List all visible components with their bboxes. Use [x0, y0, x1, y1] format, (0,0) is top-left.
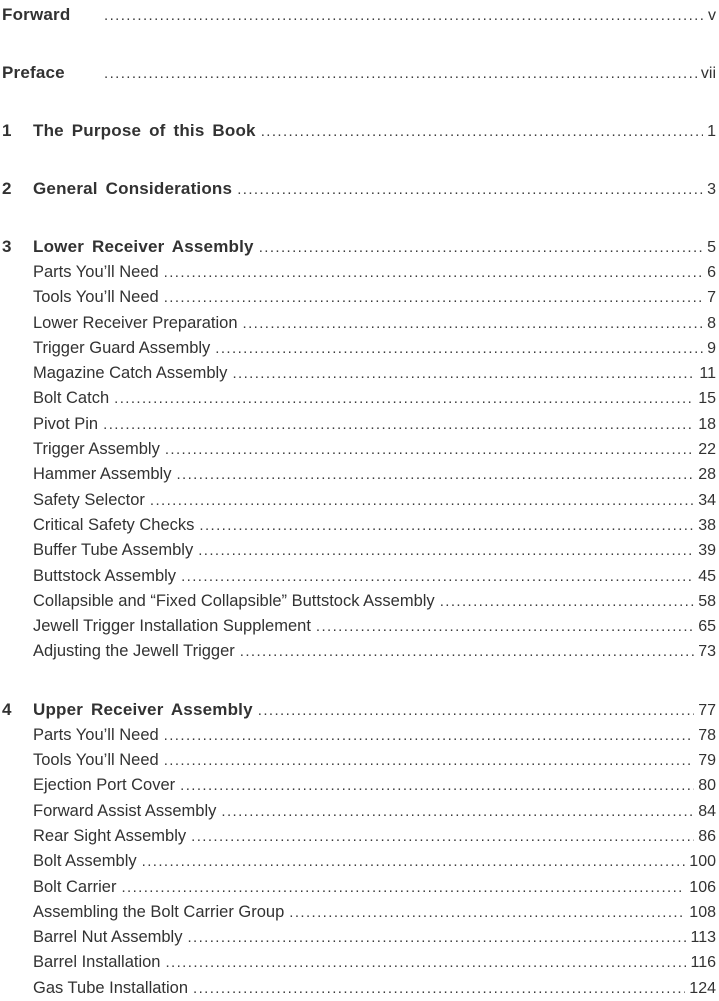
dot-leader [181, 564, 694, 589]
dot-leader [121, 875, 685, 900]
section-page-number: 58 [698, 592, 716, 610]
section-page-number: 116 [690, 954, 716, 972]
table-of-contents-page [2, 2, 716, 1001]
toc-entry-title: Forward [2, 5, 71, 24]
toc-entry-page-number: v [708, 7, 716, 24]
section-page-number: 39 [698, 542, 716, 560]
section-title: Hammer Assembly [33, 465, 172, 484]
section-title: Rear Sight Assembly [33, 826, 187, 845]
toc-section-entry [33, 614, 716, 639]
chapter-number: 2 [2, 179, 12, 198]
section-title: Adjusting the Jewell Trigger [33, 642, 235, 661]
toc-section-entry [33, 462, 716, 487]
dot-leader [215, 336, 703, 361]
toc-section-entry [33, 748, 716, 773]
section-title: Collapsible and “Fixed Collapsible” Buttstock Assembly [33, 591, 435, 610]
chapter-page-number: 77 [698, 701, 716, 719]
dot-leader [289, 900, 685, 925]
dot-leader [258, 698, 694, 723]
section-page-number: 9 [707, 339, 716, 357]
section-title: Buttstock Assembly [33, 566, 177, 585]
section-title: Barrel Nut Assembly [33, 928, 183, 947]
toc-section-entry [33, 639, 716, 664]
chapter-page-number: 1 [707, 123, 716, 140]
toc-section-entry [33, 824, 716, 849]
chapter-page-number: 5 [707, 239, 716, 256]
section-title: Barrel Installation [33, 953, 161, 972]
dot-leader [193, 976, 685, 1001]
toc-section-entry [33, 875, 716, 900]
section-page-number: 73 [698, 643, 716, 661]
chapter-number: 4 [2, 699, 12, 719]
section-title: Magazine Catch Assembly [33, 364, 228, 383]
dot-leader [199, 513, 694, 538]
dot-leader [232, 361, 695, 386]
chapter-section-list [33, 260, 716, 665]
section-page-number: 113 [690, 929, 716, 947]
toc-section-entry [33, 437, 716, 462]
toc-section-entry [33, 849, 716, 874]
section-title: Buffer Tube Assembly [33, 541, 194, 560]
dot-leader [164, 260, 703, 285]
section-title: Critical Safety Checks [33, 515, 195, 534]
section-page-number: 106 [689, 878, 716, 896]
dot-leader [237, 177, 703, 202]
section-page-number: 11 [699, 365, 716, 383]
dot-leader [165, 950, 686, 975]
dot-leader [198, 538, 694, 563]
toc-section-entry [33, 773, 716, 798]
section-title: Jewell Trigger Installation Supplement [33, 617, 311, 636]
toc-section-entry [33, 589, 716, 614]
dot-leader [150, 488, 694, 513]
chapter-section-list [33, 723, 716, 1001]
toc-section-entry [33, 361, 716, 386]
section-page-number: 79 [698, 752, 716, 770]
toc-chapter-heading [2, 697, 716, 723]
toc-chapter-1 [2, 118, 716, 144]
section-page-number: 22 [698, 441, 716, 459]
toc-section-entry [33, 900, 716, 925]
dot-leader [243, 311, 704, 336]
section-title: Bolt Assembly [33, 852, 137, 871]
toc-section-entry [33, 513, 716, 538]
dot-leader [259, 235, 703, 260]
dot-leader [103, 412, 694, 437]
toc-section-entry [33, 311, 716, 336]
section-page-number: 45 [698, 567, 716, 585]
toc-section-entry [33, 386, 716, 411]
section-page-number: 86 [698, 827, 716, 845]
toc-section-entry [33, 925, 716, 950]
section-title: Parts You’ll Need [33, 725, 159, 744]
dot-leader [104, 61, 697, 86]
dot-leader [164, 285, 703, 310]
section-title: Trigger Assembly [33, 440, 160, 459]
section-page-number: 100 [689, 853, 716, 871]
section-page-number: 15 [698, 390, 716, 408]
chapter-title: Lower Receiver Assembly [33, 237, 254, 256]
section-title: Trigger Guard Assembly [33, 338, 211, 357]
section-title: Lower Receiver Preparation [33, 313, 238, 332]
dot-leader [164, 748, 695, 773]
dot-leader [164, 723, 695, 748]
section-page-number: 7 [707, 289, 716, 307]
dot-leader [221, 799, 694, 824]
chapter-number: 1 [2, 121, 12, 140]
section-title: Tools You’ll Need [33, 751, 159, 770]
section-title: Assembling the Bolt Carrier Group [33, 902, 285, 921]
section-page-number: 65 [698, 618, 716, 636]
toc-section-entry [33, 799, 716, 824]
section-title: Ejection Port Cover [33, 776, 176, 795]
section-page-number: 108 [689, 903, 716, 921]
section-title: Bolt Carrier [33, 877, 117, 896]
toc-front-matter-entry [2, 60, 716, 86]
section-title: Tools You’ll Need [33, 288, 159, 307]
chapter-page-number: 3 [707, 181, 716, 198]
toc-section-entry [33, 723, 716, 748]
toc-entry [2, 60, 716, 86]
section-page-number: 18 [698, 415, 716, 433]
toc-chapter-heading [2, 176, 716, 202]
toc-front-matter-entry [2, 2, 716, 28]
chapter-title: The Purpose of this Book [33, 121, 256, 140]
dot-leader [114, 386, 694, 411]
toc-section-entry [33, 412, 716, 437]
section-page-number: 6 [707, 264, 716, 281]
toc-chapter-4 [2, 697, 716, 1001]
section-page-number: 80 [698, 777, 716, 795]
toc-section-entry [33, 950, 716, 975]
toc-chapter-3 [2, 234, 716, 665]
dot-leader [240, 639, 694, 664]
section-title: Forward Assist Assembly [33, 801, 217, 820]
section-page-number: 38 [698, 516, 716, 534]
dot-leader [316, 614, 694, 639]
dot-leader [191, 824, 694, 849]
toc-section-entry [33, 488, 716, 513]
toc-section-entry [33, 564, 716, 589]
toc-section-entry [33, 538, 716, 563]
toc-section-entry [33, 260, 716, 285]
toc-chapter-2 [2, 176, 716, 202]
section-title: Bolt Catch [33, 389, 110, 408]
section-page-number: 124 [689, 979, 716, 997]
toc-entry-title: Preface [2, 63, 65, 82]
dot-leader [165, 437, 694, 462]
chapter-title: Upper Receiver Assembly [33, 699, 253, 719]
toc-section-entry [33, 976, 716, 1001]
dot-leader [440, 589, 695, 614]
dot-leader [104, 3, 704, 28]
toc-chapter-heading [2, 118, 716, 144]
dot-leader [180, 773, 694, 798]
section-page-number: 78 [698, 726, 716, 744]
section-title: Pivot Pin [33, 414, 99, 433]
section-title: Safety Selector [33, 490, 145, 509]
dot-leader [261, 119, 703, 144]
toc-list [2, 2, 716, 1001]
chapter-number: 3 [2, 237, 12, 256]
chapter-title: General Considerations [33, 179, 233, 198]
toc-section-entry [33, 285, 716, 310]
section-title: Parts You’ll Need [33, 263, 159, 281]
section-page-number: 28 [698, 466, 716, 484]
section-title: Gas Tube Installation [33, 978, 189, 997]
toc-chapter-heading [2, 234, 716, 260]
toc-section-entry [33, 336, 716, 361]
dot-leader [187, 925, 686, 950]
dot-leader [176, 462, 694, 487]
dot-leader [142, 849, 686, 874]
section-page-number: 34 [698, 491, 716, 509]
toc-entry [2, 2, 716, 28]
section-page-number: 84 [698, 802, 716, 820]
toc-entry-page-number: vii [700, 65, 716, 82]
section-page-number: 8 [707, 314, 716, 332]
